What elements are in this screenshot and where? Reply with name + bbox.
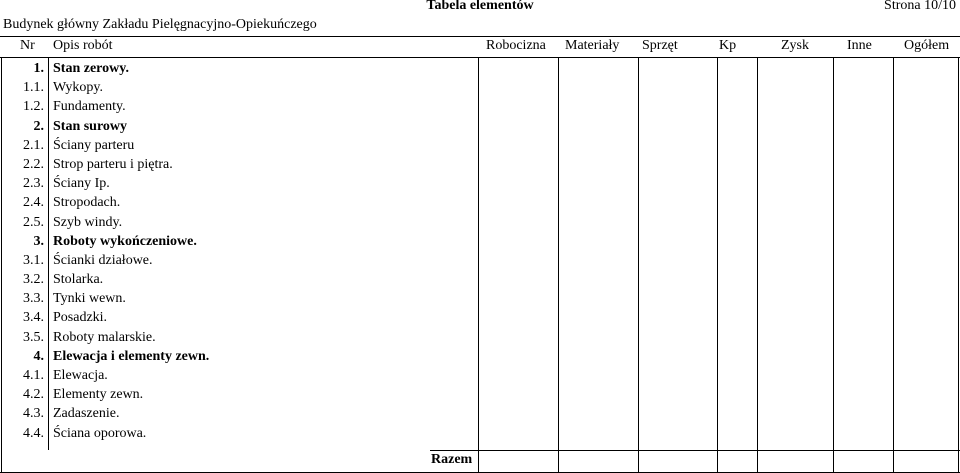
table-row xyxy=(0,251,478,270)
row-number: 3.3. xyxy=(23,291,44,307)
row-number: 3.4. xyxy=(23,310,44,326)
column-header-sprzet: Sprzęt xyxy=(642,38,678,53)
row-description: Elementy zewn. xyxy=(53,387,144,403)
row-number: 4. xyxy=(33,348,44,364)
row-number: 1. xyxy=(33,61,44,76)
table-row xyxy=(0,136,478,155)
table-row xyxy=(0,328,478,347)
row-description: Fundamenty. xyxy=(53,99,126,115)
row-number: 3.2. xyxy=(23,272,44,288)
row-number: 2.3. xyxy=(23,176,44,192)
header-rule-bottom xyxy=(0,57,960,58)
row-description: Roboty wykończeniowe. xyxy=(53,233,197,249)
row-description: Elewacja. xyxy=(53,368,108,383)
table-row xyxy=(0,308,478,327)
column-header-inne: Inne xyxy=(847,38,872,53)
table-row xyxy=(0,213,478,232)
table-row xyxy=(0,193,478,212)
row-number: 2.5. xyxy=(23,214,44,230)
table-row xyxy=(0,404,478,423)
table-row xyxy=(0,385,478,404)
column-header-robocizna: Robocizna xyxy=(486,38,546,53)
row-description: Szyb windy. xyxy=(53,214,123,230)
row-description: Stolarka. xyxy=(53,272,104,288)
row-number: 4.1. xyxy=(23,368,44,383)
table-row xyxy=(0,289,478,308)
totals-label: Razem xyxy=(431,452,473,467)
row-description: Ściany parteru xyxy=(53,137,135,153)
column-divider xyxy=(757,58,758,472)
row-number: 3. xyxy=(33,233,44,249)
column-header-kp: Kp xyxy=(719,38,737,53)
table-row xyxy=(0,117,478,136)
row-number: 1.2. xyxy=(23,99,44,115)
table-rows xyxy=(0,59,478,443)
column-divider xyxy=(1,58,2,472)
row-description: Tynki wewn. xyxy=(53,291,126,307)
table-row xyxy=(0,59,478,78)
footer-rule-top xyxy=(430,450,960,451)
row-description: Strop parteru i piętra. xyxy=(53,156,173,172)
row-number: 4.4. xyxy=(23,425,44,441)
table-row xyxy=(0,155,478,174)
table-row xyxy=(0,232,478,251)
table-row xyxy=(0,366,478,385)
table-row xyxy=(0,174,478,193)
column-header-ogolem: Ogółem xyxy=(904,38,950,53)
row-description: Ścianki działowe. xyxy=(53,252,153,268)
row-number: 3.5. xyxy=(23,329,44,345)
column-divider xyxy=(478,58,479,472)
row-description: Stan surowy xyxy=(53,118,128,134)
row-description: Wykopy. xyxy=(53,80,103,96)
row-description: Elewacja i elementy zewn. xyxy=(53,348,210,364)
row-number: 2.1. xyxy=(23,137,44,153)
row-description: Roboty malarskie. xyxy=(53,329,156,345)
row-number: 2.2. xyxy=(23,156,44,172)
page-number: Strona 10/10 xyxy=(884,0,956,13)
report-title: Tabela elementów xyxy=(426,0,534,13)
column-divider xyxy=(958,58,959,472)
row-number: 4.3. xyxy=(23,406,44,422)
table-row xyxy=(0,78,478,97)
row-number: 1.1. xyxy=(23,80,44,96)
column-divider xyxy=(638,58,639,472)
column-divider xyxy=(48,58,49,450)
row-description: Ściany Ip. xyxy=(53,176,110,192)
column-header-nr: Nr xyxy=(20,38,35,53)
column-divider xyxy=(558,58,559,472)
row-description: Stropodach. xyxy=(53,195,121,211)
column-header-materialy: Materiały xyxy=(565,38,620,53)
column-divider xyxy=(717,58,718,472)
table-row xyxy=(0,347,478,366)
table-row xyxy=(0,97,478,116)
row-description: Ściana oporowa. xyxy=(53,425,147,441)
row-description: Stan zerowy. xyxy=(53,61,129,76)
table-row xyxy=(0,424,478,443)
table-row xyxy=(0,270,478,289)
building-name: Budynek główny Zakładu Pielęgnacyjno-Opiekuńczego xyxy=(3,17,317,32)
column-header-zysk: Zysk xyxy=(781,38,809,53)
row-description: Posadzki. xyxy=(53,310,108,326)
column-divider xyxy=(893,58,894,472)
header-rule-top xyxy=(0,36,960,37)
row-number: 2.4. xyxy=(23,195,44,211)
row-number: 3.1. xyxy=(23,252,44,268)
row-number: 4.2. xyxy=(23,387,44,403)
column-header-opis: Opis robót xyxy=(53,38,113,53)
row-number: 2. xyxy=(33,118,44,134)
column-divider xyxy=(833,58,834,472)
row-description: Zadaszenie. xyxy=(53,406,120,422)
